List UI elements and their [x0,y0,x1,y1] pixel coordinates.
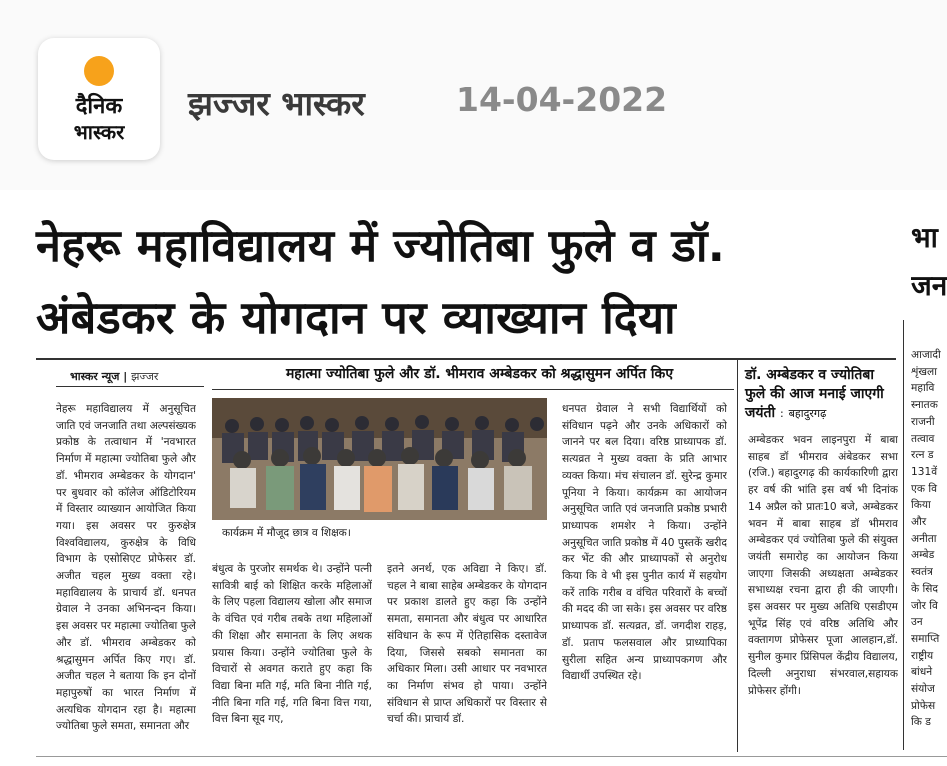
logo-line-2: भास्कर [73,120,125,144]
side-headline-colon: : [780,407,784,420]
headline-divider [36,358,896,360]
side-article-body: अम्बेडकर भवन लाइनपुरा में बाबा साहब डॉ भीमराव अंबेडकर सभा (रजि.) बहादुरगढ़ की कार्यकारिणी द्वारा हर वर्ष की भांति इस वर्ष भी दिनांक 14 अप्रैल को प्रातः10 बजे, अम्बेडकर भवन में बाबा साहब डॉ भीमराव अम्बेडकर एवं ज्योतिबा फुले की संयुक्त जयंती समारोह का आयोजन किया जाएगा जिसकी अध्यक्षता अम्बेडकर सभाध्यक्ष रचना द्वारा ही की जाएगी। इस अवसर पर मुख्य अतिथि एसडीएम भूपेंद्र सिंह एवं वरिष्ठ अतिथि और वक्तागण प्रोफेसर पूजा आलहान,डॉ. सुनील कुमार प्रिंसिपल केंद्रीय विद्यालय, दिल्ली अनुराधा संभरवाल,सहायक प्रोफेसर होंगी। [748,434,898,697]
event-photo [212,398,547,520]
adjacent-article-line: रत्न ड [911,449,934,462]
adjacent-article-line: अनीता [911,532,937,545]
adjacent-article-line: बांधने [911,666,933,679]
byline-separator: | [123,370,128,383]
photo-headline: महात्मा ज्योतिबा फुले और डॉ. भीमराव अम्बेडकर को श्रद्धासुमन अर्पित किए [285,366,674,382]
adjacent-article-line: अम्बेड [911,549,935,562]
adjacent-article-line: एक वि [911,482,937,495]
adjacent-article-line: प्रोफेस [911,699,936,712]
audience-illustration [212,398,547,520]
adjacent-headline-line-2: जन [911,269,947,302]
adjacent-article-line: 131वें [911,465,938,478]
byline-location: झज्जर [131,370,159,383]
adjacent-article-line: स्नातक [911,399,938,412]
adjacent-article-line: स्वतंत्र [911,566,933,579]
column-divider-far [903,320,904,750]
logo-line-1: दैनिक [75,94,123,119]
side-article-headline [745,366,895,423]
article-column-2: बंधुत्व के पुरजोर समर्थक थे। उन्होंने पत्नी सावित्री बाई को शिक्षित करके महिलाओं के लिए पहला विद्यालय खोला और समाज के वंचित एवं गरीब तबके तथा महिलाओं की शिक्षा और समानता के लिए अथक प्रयास किया। उन्होंने ज्योतिबा फुले के विचारों से अवगत कराते हुए कहा कि विद्या बिना मति गई, मति बिना नीति गई, नीति बिना गति गई, गति बिना वित्त गया, वित्त बिना सूद गए, [212,563,372,726]
adjacent-article-line: शृंखला [911,365,937,378]
side-headline-text: डॉ. अम्बेडकर व ज्योतिबा फुले की आज मनाई जाएगी जयंती [745,367,884,421]
adjacent-article-line: राष्ट्रीय [911,649,934,662]
byline [70,369,158,384]
side-headline-location: बहादुरगढ़ [788,407,827,420]
photo-headline-underline [212,389,734,390]
adjacent-headline-fragment [911,214,947,310]
photo-caption: कार्यक्रम में मौजूद छात्र व शिक्षक। [222,527,351,539]
byline-source: भास्कर न्यूज [70,370,120,383]
adjacent-article-line: के सिद [911,582,939,595]
article-column-3: इतने अनर्थ, एक अविद्या ने किए। डॉ. चहल ने बाबा साहेब अम्बेडकर के योगदान पर प्रकाश डालते हुए कहा कि उन्होंने समता, समानता और बंधुत्व पर आधारित संविधान के रूप में ऐतिहासिक दस्तावेज दिया, जिससे सबको समानता का अधिकार मिला। उसी आधार पर नवभारत का निर्माण संभव हो पाया। उन्होंने संविधान से प्राप्त अधिकारों पर विस्तार से चर्चा की। प्राचार्य डॉ. [387,563,547,726]
edition-date: 14-04-2022 [456,80,668,119]
adjacent-article-fragment [911,347,947,731]
adjacent-article-line: कि ड [911,716,931,729]
adjacent-headline-line-1: भा [911,221,938,254]
headline-line-1: नेहरू महाविद्यालय में ज्योतिबा फुले व डॉ. [36,219,726,272]
article-column-4: धनपत ग्रेवाल ने सभी विद्यार्थियों को संविधान पढ़ने और उनके अधिकारों को जानने पर बल दिया। वरिष्ठ प्राध्यापक डॉ. सत्यव्रत ने मुख्य वक्ता के प्रति आभार व्यक्त किया। मंच संचालन डॉ. सुरेन्द्र कुमार पूनिया ने किया। कार्यक्रम का आयोजन अनुसूचित जाति एवं जनजाति प्रकोष्ठ प्रभारी प्राध्यापक शमशेर ने किया। उन्होंने अनुसूचित जाति प्रकोष्ठ में 40 पुस्तकें खरीद कर भेंट की और प्राध्यापकों से अनुरोध किया कि वे भी इस पुनीत कार्य में सहयोग करें ताकि गरीब व वंचित परिवारों के बच्चों की मदद की जा सके। इस अवसर पर वरिष्ठ प्राध्यापक डॉ. सत्यव्रत, डॉ. जगदीश राहड़, डॉ. प्रताप फलसवाल और प्राध्यापिका सुरीला सहित अन्य प्राध्यापकगण और विद्यार्थी उपस्थित रहे। [562,403,727,683]
sun-icon [84,56,114,86]
byline-underline [56,386,204,387]
headline-line-2: अंबेडकर के योगदान पर व्याख्यान दिया [36,291,676,344]
adjacent-article-line: और [911,516,927,529]
adjacent-article-line: आजादी [911,349,941,361]
article-headline [36,210,896,354]
dainik-bhaskar-logo [38,38,160,160]
adjacent-article-line: जोर वि [911,599,938,612]
article-column-1: नेहरू महाविद्यालय में अनुसूचित जाति एवं जनजाति तथा अल्पसंख्यक प्रकोष्ठ के तत्वाधान में 'नवभारत निर्माण में महात्मा ज्योतिबा फुले और डॉ. भीमराव अम्बेडकर के योगदान' पर बुधवार को कॉलेज ऑडिटोरियम में विस्तार व्याख्यान आयोजित किया गया। इस अवसर पर कुरुक्षेत्र विश्वविद्यालय, कुरुक्षेत्र के विधि विभाग के एसोसिएट प्रोफेसर डॉ. अजीत चहल मुख्य वक्ता रहे। महाविद्यालय के प्राचार्य डॉ. धनपत ग्रेवाल ने उनका अभिनन्दन किया। इस अवसर पर महात्मा ज्योतिबा फुले और डॉ. भीमराव अम्बेडकर को श्रद्धासुमन अर्पित किए गए। डॉ. अजीत चहल ने बताया कि इन दोनों महापुरुषों का भारत निर्माण में अत्यधिक योगदान रहा है। महात्मा ज्योतिबा फुले समता, समानता और [56,403,196,733]
bottom-rule [36,756,947,757]
masthead [0,0,947,190]
adjacent-article-line: समाप्ति [911,632,940,645]
adjacent-article-line: तत्वाव [911,432,935,445]
adjacent-article-line: उन [911,616,923,629]
adjacent-article-line: किया [911,499,931,512]
adjacent-article-line: महावि [911,382,935,395]
column-divider-side [737,360,738,752]
adjacent-article-line: संयोज [911,683,935,696]
adjacent-article-line: राजनी [911,415,935,428]
edition-name: झज्जर भास्कर [188,84,365,123]
